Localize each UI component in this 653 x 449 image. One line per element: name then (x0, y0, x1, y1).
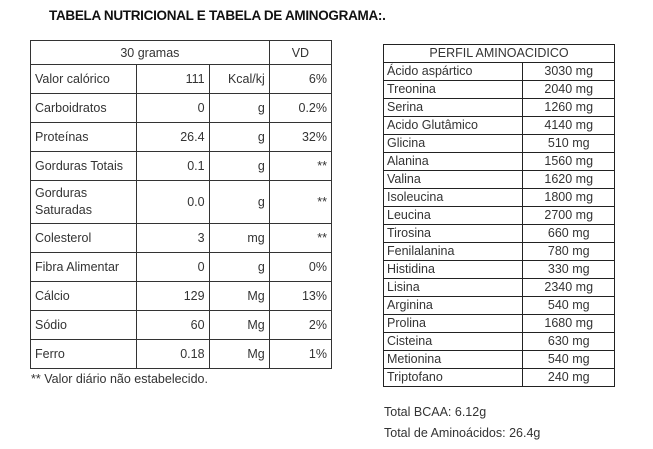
table-row (384, 351, 615, 369)
nutrient-vd: 0% (269, 253, 331, 282)
table-row (384, 333, 615, 351)
nutrient-unit: Mg (209, 282, 269, 311)
nutrient-vd: ** (269, 181, 331, 224)
amino-value: 660 mg (523, 225, 615, 243)
amino-name: Lisina (384, 279, 523, 297)
nutrient-name: Carboidratos (31, 94, 137, 123)
table-row (384, 171, 615, 189)
vd-header: VD (269, 41, 331, 65)
nutrient-value: 60 (137, 311, 209, 340)
table-row (384, 225, 615, 243)
nutrient-name: Gorduras Saturadas (31, 181, 137, 224)
amino-name: Serina (384, 99, 523, 117)
amino-value: 630 mg (523, 333, 615, 351)
amino-value: 330 mg (523, 261, 615, 279)
amino-name: Tirosina (384, 225, 523, 243)
nutrient-vd: ** (269, 152, 331, 181)
table-row (384, 207, 615, 225)
table-row (384, 279, 615, 297)
table-row (384, 189, 615, 207)
amino-value: 1620 mg (523, 171, 615, 189)
amino-table-header (384, 45, 615, 63)
nutrient-unit: g (209, 181, 269, 224)
page-title: TABELA NUTRICIONAL E TABELA DE AMINOGRAMA:. (49, 8, 386, 23)
amino-name: Metionina (384, 351, 523, 369)
amino-name: Acido Glutâmico (384, 117, 523, 135)
amino-value: 2700 mg (523, 207, 615, 225)
amino-value: 540 mg (523, 351, 615, 369)
table-row (384, 243, 615, 261)
amino-name: Leucina (384, 207, 523, 225)
amino-name: Ácido aspártico (384, 63, 523, 81)
nutrient-unit: mg (209, 224, 269, 253)
portion-header: 30 gramas (31, 41, 270, 65)
nutrition-table (30, 40, 332, 369)
table-row (384, 99, 615, 117)
amino-header: PERFIL AMINOACIDICO (384, 45, 615, 63)
nutrient-name: Valor calórico (31, 65, 137, 94)
table-row (384, 135, 615, 153)
table-row (31, 340, 332, 369)
table-row (384, 117, 615, 135)
amino-name: Isoleucina (384, 189, 523, 207)
nutrient-value: 0.1 (137, 152, 209, 181)
amino-name: Cisteina (384, 333, 523, 351)
nutrient-unit: g (209, 94, 269, 123)
table-row (31, 123, 332, 152)
total-bcaa: Total BCAA: 6.12g (384, 405, 487, 419)
amino-value: 780 mg (523, 243, 615, 261)
nutrient-name: Proteínas (31, 123, 137, 152)
amino-value: 3030 mg (523, 63, 615, 81)
table-row (31, 152, 332, 181)
nutrient-name: Colesterol (31, 224, 137, 253)
amino-name: Histidina (384, 261, 523, 279)
amino-value: 4140 mg (523, 117, 615, 135)
total-amino-acids: Total de Aminoácidos: 26.4g (384, 426, 541, 440)
nutrient-unit: Mg (209, 311, 269, 340)
footnote: ** Valor diário não estabelecido. (31, 372, 208, 386)
amino-value: 240 mg (523, 369, 615, 387)
nutrient-vd: 0.2% (269, 94, 331, 123)
nutrient-name: Ferro (31, 340, 137, 369)
amino-value: 1680 mg (523, 315, 615, 333)
nutrient-value: 0 (137, 253, 209, 282)
amino-value: 2340 mg (523, 279, 615, 297)
amino-value: 2040 mg (523, 81, 615, 99)
nutrition-table-header (31, 41, 332, 65)
table-row (31, 311, 332, 340)
table-row (384, 81, 615, 99)
table-row (384, 261, 615, 279)
amino-name: Alanina (384, 153, 523, 171)
table-row (31, 65, 332, 94)
nutrient-vd: ** (269, 224, 331, 253)
amino-name: Triptofano (384, 369, 523, 387)
table-row (31, 253, 332, 282)
nutrient-unit: g (209, 253, 269, 282)
table-row (384, 153, 615, 171)
nutrient-name: Gorduras Totais (31, 152, 137, 181)
table-row (384, 63, 615, 81)
table-row (384, 369, 615, 387)
nutrient-vd: 13% (269, 282, 331, 311)
nutrient-name: Fibra Alimentar (31, 253, 137, 282)
nutrient-unit: g (209, 123, 269, 152)
amino-name: Valina (384, 171, 523, 189)
nutrient-value: 26.4 (137, 123, 209, 152)
nutrient-vd: 32% (269, 123, 331, 152)
nutrient-vd: 2% (269, 311, 331, 340)
amino-value: 1260 mg (523, 99, 615, 117)
nutrient-value: 0.0 (137, 181, 209, 224)
table-row (31, 94, 332, 123)
nutrient-value: 3 (137, 224, 209, 253)
table-row (31, 181, 332, 224)
amino-value: 510 mg (523, 135, 615, 153)
nutrient-name: Cálcio (31, 282, 137, 311)
nutrient-unit: Kcal/kj (209, 65, 269, 94)
table-row (31, 224, 332, 253)
amino-table (383, 44, 615, 387)
nutrient-value: 0.18 (137, 340, 209, 369)
amino-value: 1800 mg (523, 189, 615, 207)
amino-name: Fenilalanina (384, 243, 523, 261)
amino-name: Treonina (384, 81, 523, 99)
nutrient-name: Sódio (31, 311, 137, 340)
nutrient-vd: 1% (269, 340, 331, 369)
amino-name: Glicina (384, 135, 523, 153)
table-row (384, 315, 615, 333)
nutrient-unit: g (209, 152, 269, 181)
nutrient-value: 111 (137, 65, 209, 94)
nutrient-unit: Mg (209, 340, 269, 369)
amino-name: Arginina (384, 297, 523, 315)
amino-value: 1560 mg (523, 153, 615, 171)
nutrient-value: 0 (137, 94, 209, 123)
table-row (384, 297, 615, 315)
table-row (31, 282, 332, 311)
amino-name: Prolina (384, 315, 523, 333)
nutrient-vd: 6% (269, 65, 331, 94)
amino-value: 540 mg (523, 297, 615, 315)
nutrient-value: 129 (137, 282, 209, 311)
